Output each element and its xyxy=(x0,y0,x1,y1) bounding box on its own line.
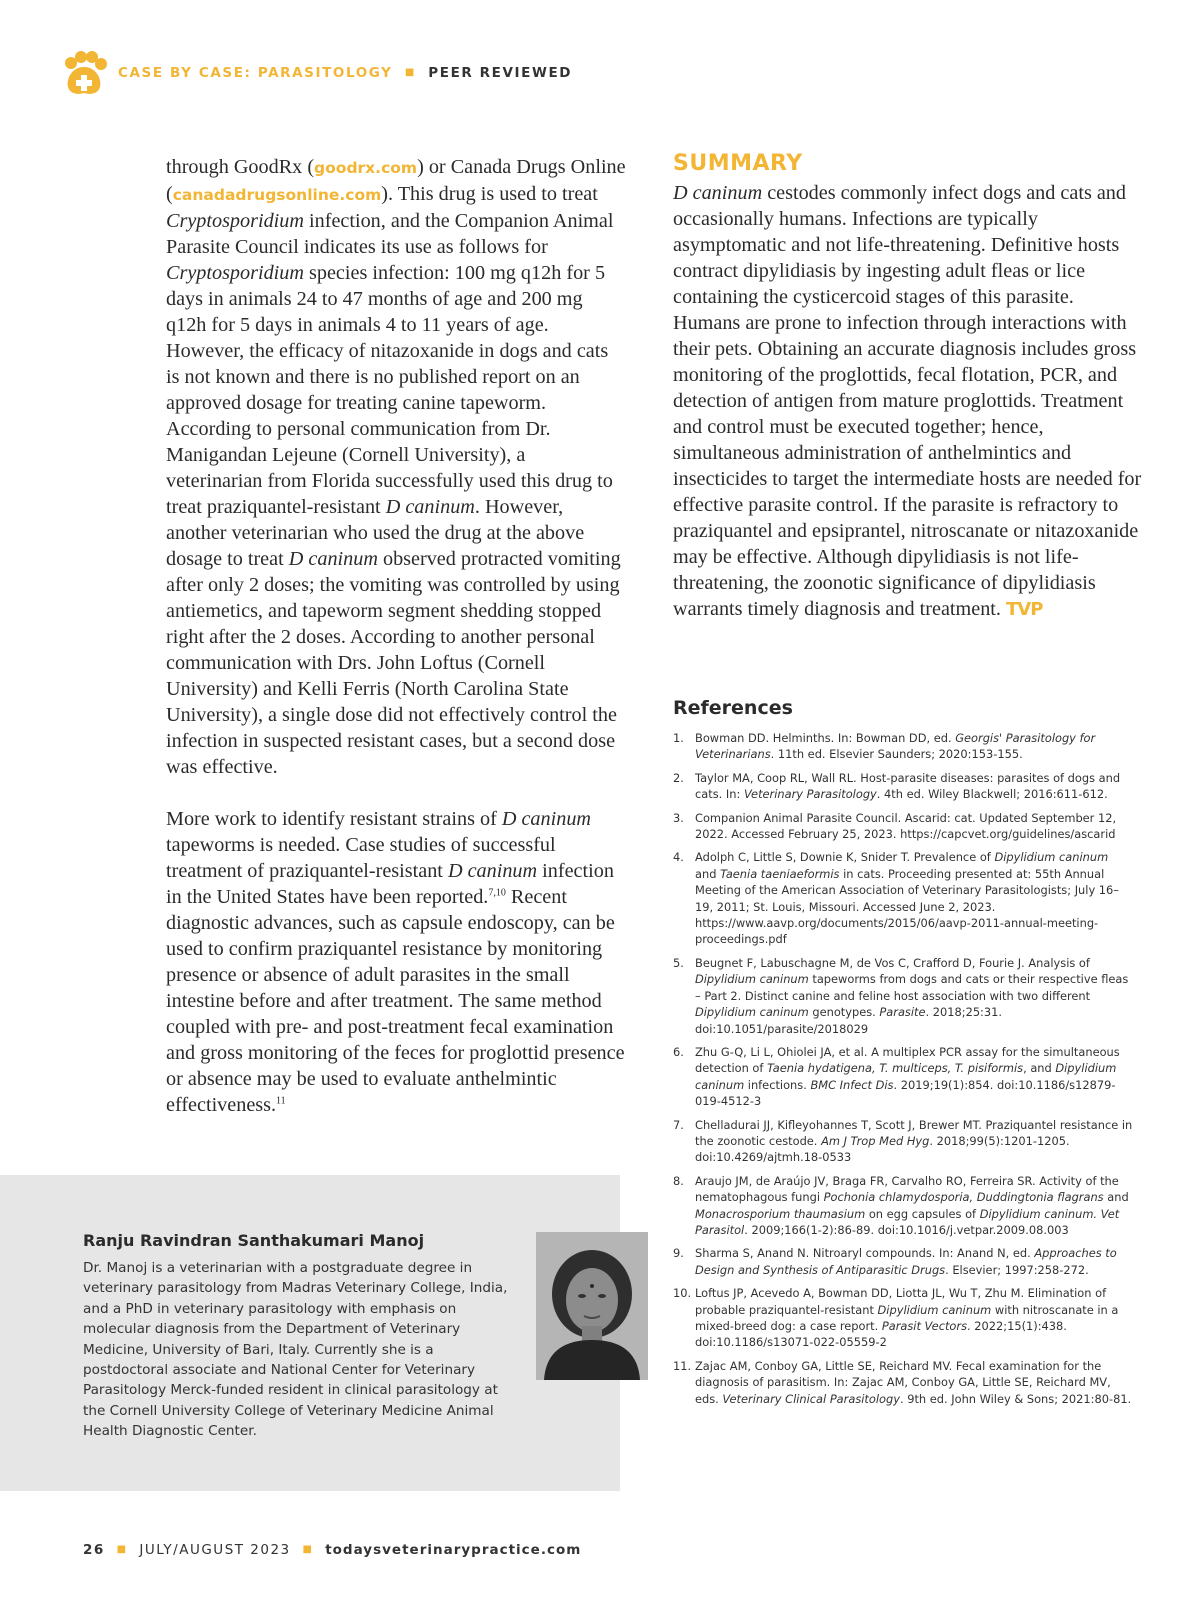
citation-superscript: 7,10 xyxy=(488,887,506,899)
reference-item: 2. Taylor MA, Coop RL, Wall RL. Host-parasite diseases: parasites of dogs and cats. In: Veterinary Parasitology. 4th ed. Wiley Blackwell; 2016:611-612. xyxy=(673,770,1121,802)
body-paragraph-2: More work to identify resistant strains of D caninum tapeworms is needed. Case studies of successful treatment of praziquantel-resistant D caninum infection in the United States have been reported.$^{7,10}$ Recent diagnostic advances, such as capsule endoscopy, can be used to confirm praziquantel resistance by monitoring presence or absence of adult parasites in the small intestine before and after treatment. The same method coupled with pre- and post-treatment fecal examination and gross monitoring of the feces for proglottid presence or absence may be used to evaluate anthelmintic effectiveness.$^{11}$ xyxy=(166,808,625,1116)
paw-logo-icon xyxy=(60,49,108,97)
page-number: 26 xyxy=(83,1542,105,1558)
tvp-end-mark: TVP xyxy=(1006,599,1043,620)
reference-item: 8. Araujo JM, de Araújo JV, Braga FR, Carvalho RO, Ferreira SR. Activity of the nematophagous fungi Pochonia chlamydosporia, Duddingtonia flagrans and Monacrosporium thaumasium on egg capsules of Dipylidium caninum. Vet Parasitol. 2009;166(1-2):86-89. doi:10.1016/j.vetpar.2009.08.003 xyxy=(673,1173,1129,1237)
reference-item: 10. Loftus JP, Acevedo A, Bowman DD, Liotta JL, Wu T, Zhu M. Elimination of probable praziquantel-resistant Dipylidium caninum with nitroscanate in a mixed-breed dog: a case report. Parasit Vectors. 2022;15(1):438. doi:10.1186/s13071-022-05559-2 xyxy=(673,1286,1119,1350)
author-name: Ranju Ravindran Santhakumari Manoj xyxy=(83,1231,425,1250)
reference-item: 4. Adolph C, Little S, Downie K, Snider T. Prevalence of Dipylidium caninum and Taenia taeniaeformis in cats. Proceeding presented at: 55th Annual Meeting of the American Association of Veterinary Parasitologists; July 16–19, 2011; St. Louis, Missouri. Accessed June 2, 2023. https://www.aavp.org/documents/2015/06/aavp-2011-annual-meeting-proceedings.pdf xyxy=(673,850,1119,947)
reference-item: 5. Beugnet F, Labuschagne M, de Vos C, Crafford D, Fourie J. Analysis of Dipylidium caninum tapeworms from dogs and cats or their respective fleas – Part 2. Distinct canine and feline host association with two different Dipylidium caninum genotypes. Parasite. 2018;25:31. doi:10.1051/parasite/2018029 xyxy=(673,955,1129,1036)
summary-section xyxy=(673,150,1143,623)
reference-item: 3. Companion Animal Parasite Council. Ascarid: cat. Updated September 12, 2022. Accessed February 25, 2023. https://capcvet.org/guidelines/ascarid xyxy=(673,810,1117,842)
references-list xyxy=(673,730,1133,1414)
author-photo xyxy=(536,1232,648,1380)
reference-item: 6. Zhu G-Q, Li L, Ohiolei JA, et al. A multiplex PCR assay for the simultaneous detection of Taenia hydatigena, T. multiceps, T. pisiformis, and Dipylidium caninum infections. BMC Infect Dis. 2019;19(1):854. doi:10.1186/s12879-019-4512-3 xyxy=(673,1044,1120,1109)
reference-item: 11. Zajac AM, Conboy GA, Little SE, Reichard MV. Fecal examination for the diagnosis of parasitism. In: Zajac AM, Conboy GA, Little SE, Reichard MV, eds. Veterinary Clinical Parasitology. 9th ed. John Wiley & Sons; 2021:80-81. xyxy=(673,1358,1132,1406)
header-separator: ■ xyxy=(404,67,416,78)
goodrx-link[interactable]: goodrx.com xyxy=(314,159,418,177)
section-label: CASE BY CASE: PARASITOLOGY xyxy=(118,65,393,81)
author-portrait-image xyxy=(536,1232,648,1380)
reference-item: 1. Bowman DD. Helminths. In: Bowman DD, ed. Georgis' Parasitology for Veterinarians. 11th ed. Elsevier Saunders; 2020:153-155. xyxy=(673,731,1096,762)
page-footer: 26 ■ JULY/AUGUST 2023 ■ todaysveterinarypractice.com xyxy=(83,1542,582,1558)
reference-item: 9. Sharma S, Anand N. Nitroaryl compounds. In: Anand N, ed. Approaches to Design and Synthesis of Antiparasitic Drugs. Elsevier; 1997:258-272. xyxy=(673,1246,1117,1277)
reference-item: 7. Chelladurai JJ, Kifleyohannes T, Scott J, Brewer MT. Praziquantel resistance in the zoonotic cestode. Am J Trop Med Hyg. 2018;99(5):1201-1205. doi:10.4269/ajtmh.18-0533 xyxy=(673,1117,1133,1165)
website-label: todaysveterinarypractice.com xyxy=(325,1542,582,1558)
peer-reviewed-label: PEER REVIEWED xyxy=(428,65,573,81)
canadadrugs-link[interactable]: canadadrugsonline.com xyxy=(172,186,382,204)
summary-heading: SUMMARY xyxy=(673,151,803,176)
body-paragraph-1: through GoodRx (goodrx.com) or Canada Drugs Online (canadadrugsonline.com). This drug is used to treat Cryptosporidium infection, and the Companion Animal Parasite Council indicates its use as follows for Cryptosporidium species infection: 100 mg q12h for 5 days in animals 24 to 47 months of age and 200 mg q12h for 5 days in animals 4 to 11 years of age. However, the efficacy of nitazoxanide in dogs and cats is not known and there is no published report on an approved dosage for treating canine tapeworm. According to personal communication from Dr. Manigandan Lejeune (Cornell University), a veterinarian from Florida successfully used this drug to treat praziquantel-resistant D caninum. However, another veterinarian who used the drug at the above dosage to treat D caninum observed protracted vomiting after only 2 doses; the vomiting was controlled by using antiemetics, and tapeworm segment shedding stopped right after the 2 doses. According to another personal communication with Drs. John Loftus (Cornell University) and Kelli Ferris (North Carolina State University), a single dose did not effectively control the infection in suspected resistant cases, but a second dose was effective. xyxy=(166,156,626,778)
author-bio-text: Dr. Manoj is a veterinarian with a postgraduate degree in veterinary parasitology from Madras Veterinary College, India, and a PhD in veterinary parasitology with emphasis on molecular diagnosis from the Department of Veterinary Medicine, University of Bari, Italy. Currently she is a postdoctoral associate and National Center for Veterinary Parasitology Merck-funded resident in clinical parasitology at the Cornell University College of Veterinary Medicine Animal Health Diagnostic Center. xyxy=(83,1260,508,1440)
citation-superscript: 11 xyxy=(276,1095,286,1107)
summary-text: D caninum cestodes commonly infect dogs and cats and occasionally humans. Infections are typically asymptomatic and not life-threatening. Definitive hosts contract dipylidiasis by ingesting adult fleas or lice containing the cysticercoid stages of this parasite. Humans are prone to infection through interactions with their pets. Obtaining an accurate diagnosis includes gross monitoring of the proglottids, fecal flotation, PCR, and detection of antigen from mature proglottids. Treatment and control must be executed together; hence, simultaneous administration of anthelmintics and insecticides to target the intermediate hosts are needed for effective parasite control. If the parasite is refractory to praziquantel and epsiprantel, nitroscanate or nitazoxanide may be effective. Although dipylidiasis is not life-threatening, the zoonotic significance of dipylidiasis warrants timely diagnosis and treatment. TVP xyxy=(673,182,1142,620)
running-header xyxy=(60,48,760,98)
left-column xyxy=(166,154,626,1144)
references-heading: References xyxy=(673,697,793,719)
issue-date: JULY/AUGUST 2023 xyxy=(139,1542,291,1558)
